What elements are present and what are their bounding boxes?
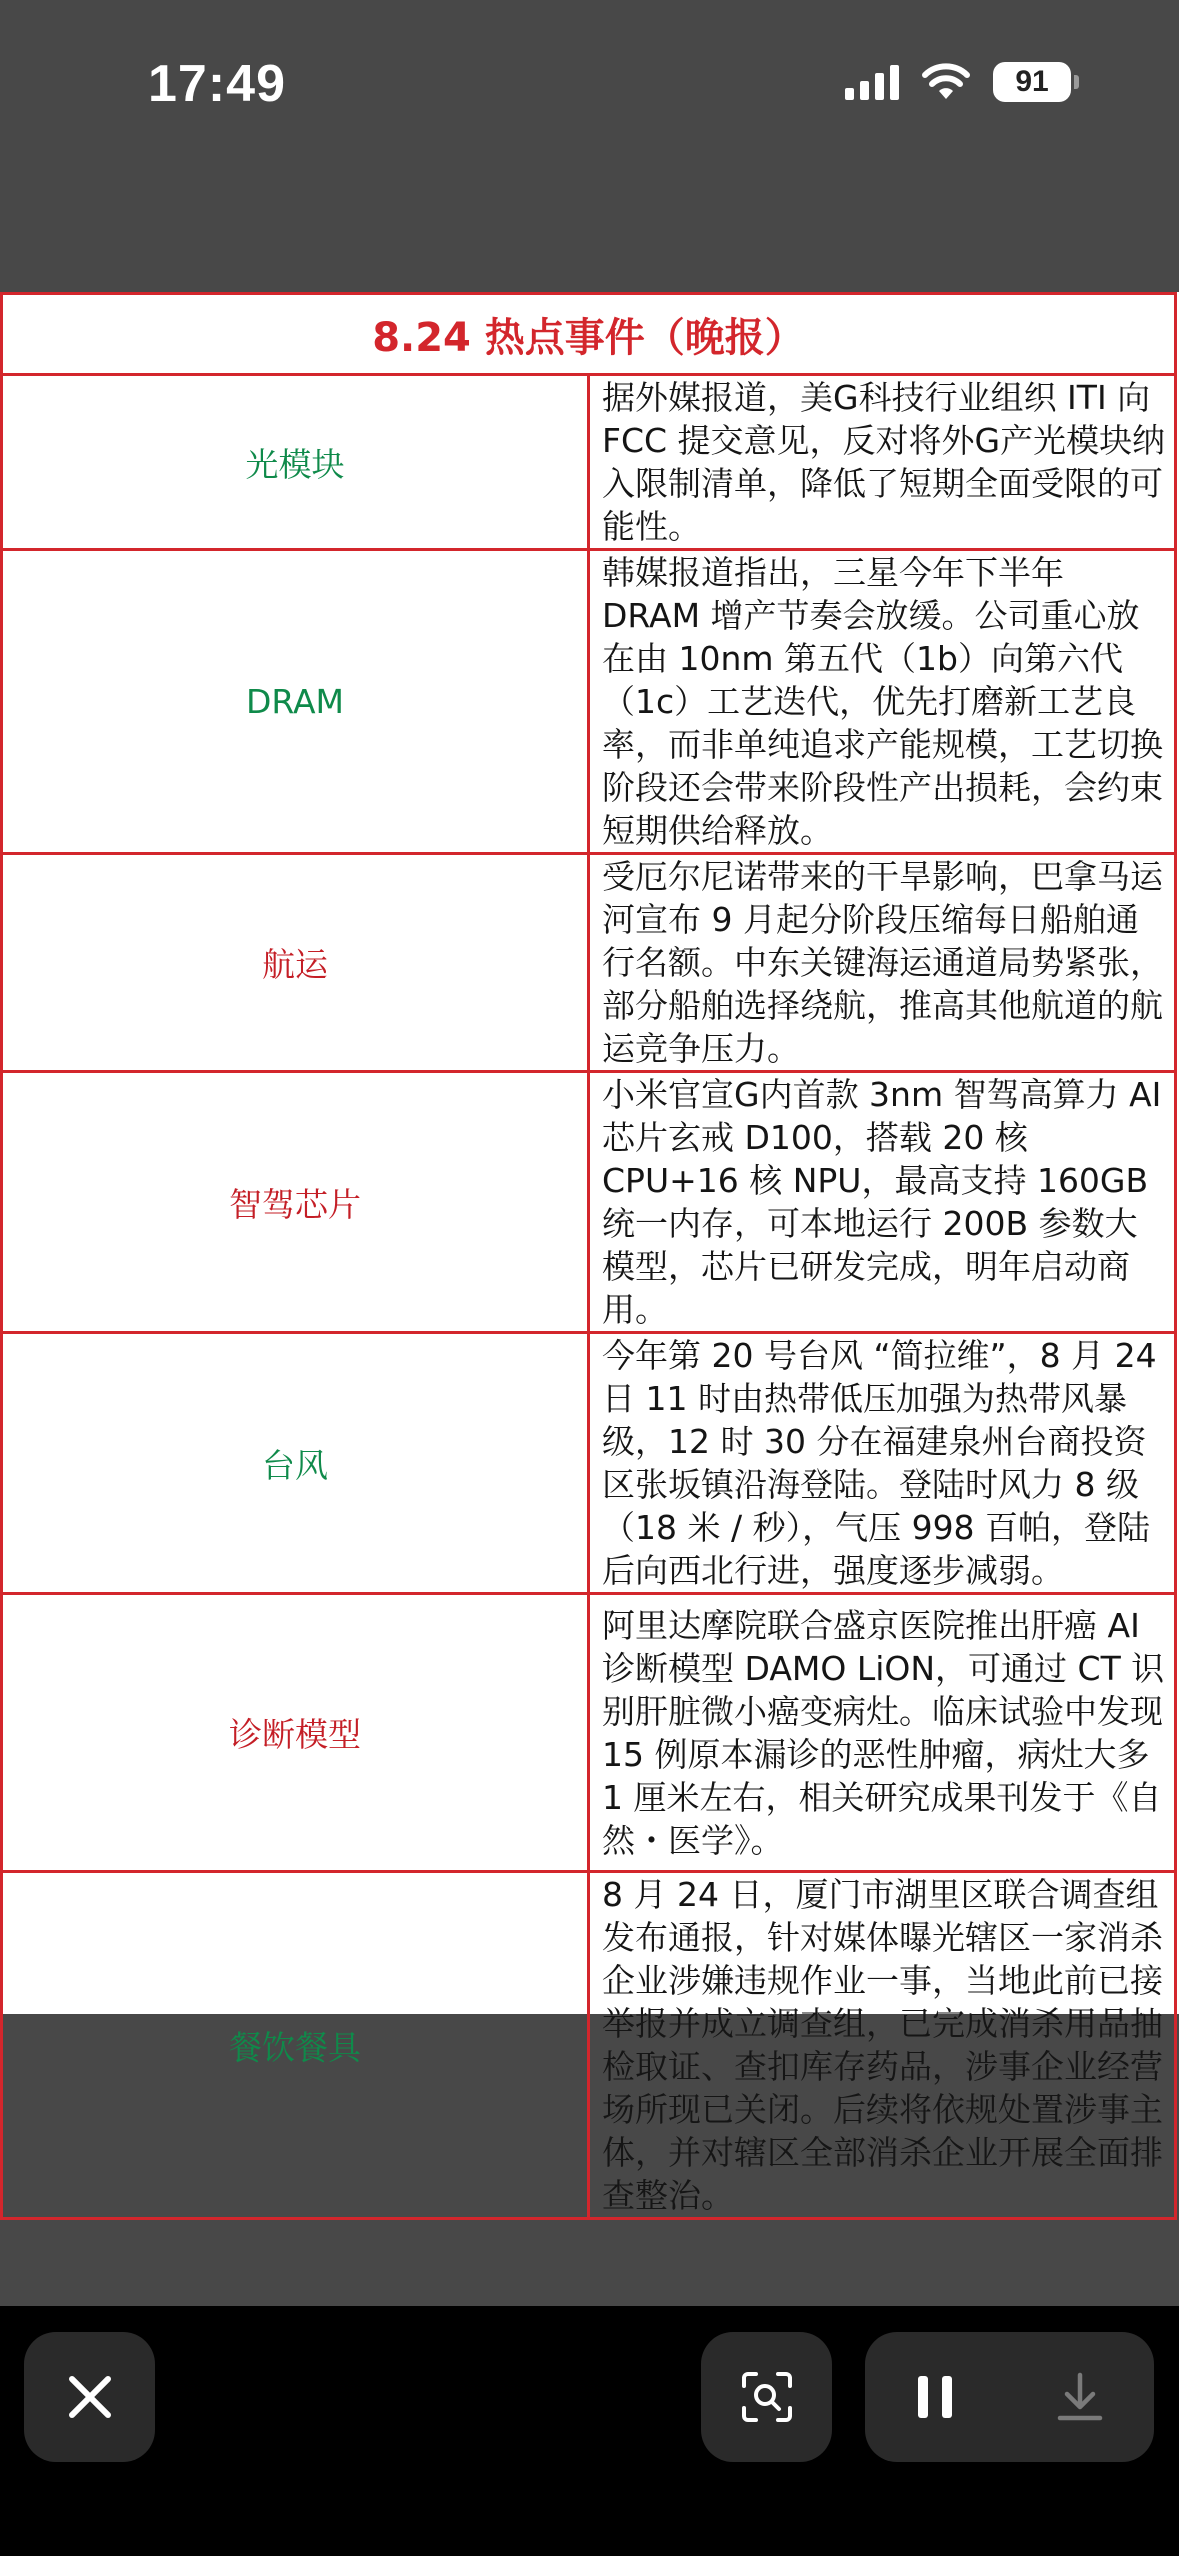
table-row	[2, 1072, 1176, 1333]
row-text: 韩媒报道指出，三星今年下半年 DRAM 增产节奏会放缓。公司重心放在由 10nm 第五代（1b）向第六代（1c）工艺迭代，优先打磨新工艺良率，而非单纯追求产能规模，工艺切换阶段还会带来阶段性产出损耗，会约束短期供给释放。	[589, 550, 1176, 854]
table-row	[2, 1333, 1176, 1594]
battery-level: 91	[993, 62, 1071, 102]
status-icons	[845, 62, 1079, 102]
table-row	[2, 1594, 1176, 1872]
close-button[interactable]	[24, 2332, 155, 2462]
table-title: 8.24 热点事件（晚报）	[2, 294, 1176, 375]
wifi-icon	[921, 63, 971, 101]
row-text: 据外媒报道，美G科技行业组织 ITI 向 FCC 提交意见，反对将外G产光模块纳入限制清单，降低了短期全面受限的可能性。	[589, 375, 1176, 550]
table-row	[2, 854, 1176, 1072]
hot-events-table	[0, 292, 1177, 2220]
battery-icon	[993, 62, 1079, 102]
bottom-toolbar	[0, 2306, 1179, 2556]
row-category: 餐饮餐具	[2, 1872, 589, 2219]
row-category: 智驾芯片	[2, 1072, 589, 1333]
row-text: 今年第 20 号台风 “简拉维”，8 月 24 日 11 时由热带低压加强为热带风暴级，12 时 30 分在福建泉州台商投资区张坂镇沿海登陆。登陆时风力 8 级（18 米 / 秒），气压 998 百帕，登陆后向西北行进，强度逐步减弱。	[589, 1333, 1176, 1594]
visual-lookup-icon	[740, 2370, 794, 2424]
row-text: 受厄尔尼诺带来的干旱影响，巴拿马运河宣布 9 月起分阶段压缩每日船舶通行名额。中东关键海运通道局势紧张，部分船舶选择绕航，推高其他航道的航运竞争压力。	[589, 854, 1176, 1072]
row-category: DRAM	[2, 550, 589, 854]
playback-controls	[865, 2332, 1154, 2462]
document-image	[0, 292, 1179, 2215]
row-text: 阿里达摩院联合盛京医院推出肝癌 AI 诊断模型 DAMO LiON，可通过 CT 识别肝脏微小癌变病灶。临床试验中发现 15 例原本漏诊的恶性肿瘤，病灶大多 1 厘米左右，相关研究成果刊发于《自然・医学》。	[589, 1594, 1176, 1872]
row-category: 台风	[2, 1333, 589, 1594]
table-row	[2, 375, 1176, 550]
row-category: 诊断模型	[2, 1594, 589, 1872]
row-category: 航运	[2, 854, 589, 1072]
pause-icon[interactable]	[915, 2374, 955, 2420]
row-category: 光模块	[2, 375, 589, 550]
row-text: 小米官宣G内首款 3nm 智驾高算力 AI 芯片玄戒 D100，搭载 20 核 CPU+16 核 NPU，最高支持 160GB 统一内存，可本地运行 200B 参数大模型，芯片已研发完成，明年启动商用。	[589, 1072, 1176, 1333]
row-text: 8 月 24 日，厦门市湖里区联合调查组发布通报，针对媒体曝光辖区一家消杀企业涉嫌违规作业一事，当地此前已接举报并成立调查组，已完成消杀用品抽检取证、查扣库存药品，涉事企业经营场所现已关闭。后续将依规处置涉事主体，并对辖区全部消杀企业开展全面排查整治。	[589, 1872, 1176, 2219]
download-icon[interactable]	[1056, 2372, 1104, 2422]
status-time: 17:49	[148, 55, 286, 113]
visual-lookup-button[interactable]	[701, 2332, 832, 2462]
close-icon	[67, 2374, 113, 2420]
cellular-signal-icon	[845, 64, 899, 100]
table-row	[2, 1872, 1176, 2219]
table-row	[2, 550, 1176, 854]
